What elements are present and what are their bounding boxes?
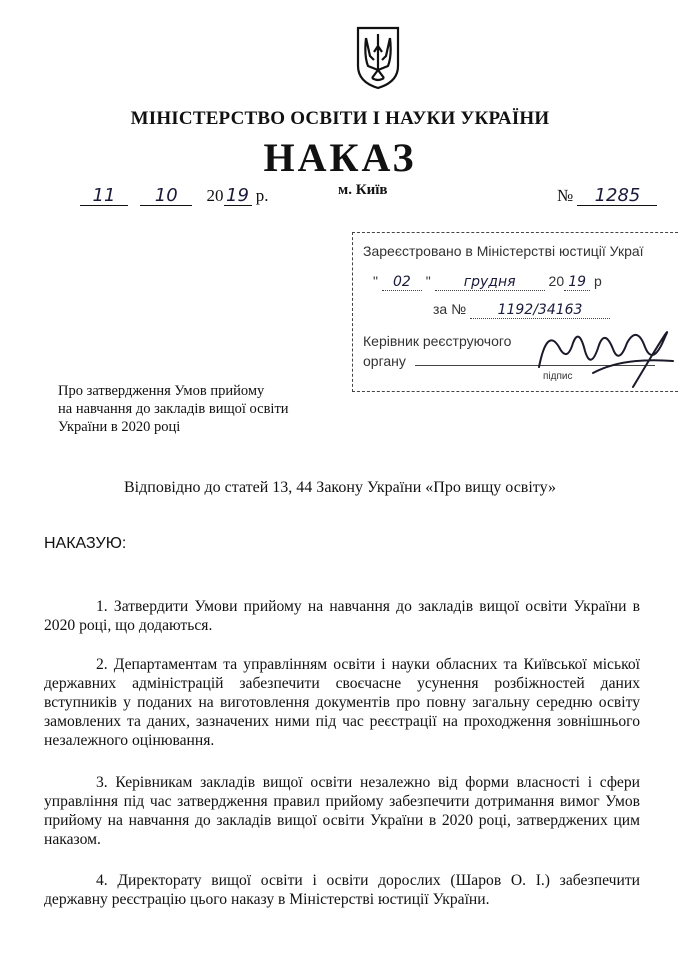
stamp-title: Зареєстровано в Міністерстві юстиції Украї [363,243,644,259]
date-suffix: р. [255,186,269,205]
stamp-open-quote: " [373,273,378,289]
subject-line: на навчання до закладів вищої освіти [58,401,289,417]
stamp-day: 02 [382,274,422,291]
stamp-head-label-1: Керівник реєструючого [363,333,512,349]
registration-stamp [352,232,680,392]
date-month: 10 [140,187,192,206]
signature-icon [533,317,680,391]
stamp-date [373,273,602,291]
date-year-prefix: 20 [206,186,224,205]
order-date [80,186,269,206]
city: м. Київ [338,182,388,198]
stamp-signature-label: підпис [543,371,573,382]
date-year-suffix: 19 [224,187,252,206]
paragraph-text: 1. Затвердити Умови прийому на навчання до закладів вищої освіти України в 2020 році, що додаються. [44,598,640,634]
stamp-year-label: р [594,273,602,289]
paragraph-4 [44,871,640,909]
order-word: НАКАЗУЮ: [44,535,127,552]
number-value: 1285 [577,187,657,206]
paragraph-2 [44,655,640,750]
stamp-reg-number: 1192/34163 [470,302,610,319]
stamp-reg-label: за № [433,301,467,317]
ministry-name: МІНІСТЕРСТВО ОСВІТИ І НАУКИ УКРАЇНИ [130,108,550,129]
paragraph-text: 4. Директорату вищої освіти і освіти дорослих (Шаров О. І.) забезпечити державну реєстрацію цього наказу в Міністерстві юстиції України. [44,872,640,908]
paragraph-3 [44,773,640,849]
stamp-year-prefix: 20 [548,273,565,289]
order-number [557,186,657,206]
legal-basis: Відповідно до статей 13, 44 Закону України «Про вищу освіту» [124,479,556,496]
number-label: № [557,186,574,205]
stamp-year-suffix: 19 [564,274,590,291]
tryzub-coat-of-arms-icon [356,26,400,90]
document-title: НАКАЗ [263,135,417,180]
paragraph-text: 2. Департаментам та управлінням освіти і науки обласних та Київської міської державних адміністрацій забезпечити своєчасне усунення розбіжностей даних вступників у поданих на виготовлення документів про повну загальну середню освіту замовлених та даних, зазначених ними під час реєстрації на проходження зовнішнього незалежного оцінювання. [44,656,640,749]
paragraph-text: 3. Керівникам закладів вищої освіти незалежно від форми власності і сфери управління під час затвердження правил прийому забезпечити дотримання вимог Умов прийому на навчання до закладів вищої освіти України в 2020 році, затверджених цим наказом. [44,774,640,848]
stamp-month: грудня [435,274,545,291]
subject-line: України в 2020 році [58,419,181,435]
subject-line: Про затвердження Умов прийому [58,383,265,399]
date-day: 11 [80,187,128,206]
stamp-close-quote: " [425,273,431,289]
paragraph-1 [44,597,640,635]
order-subject [58,382,289,436]
stamp-head-label-2: органу [363,353,406,369]
